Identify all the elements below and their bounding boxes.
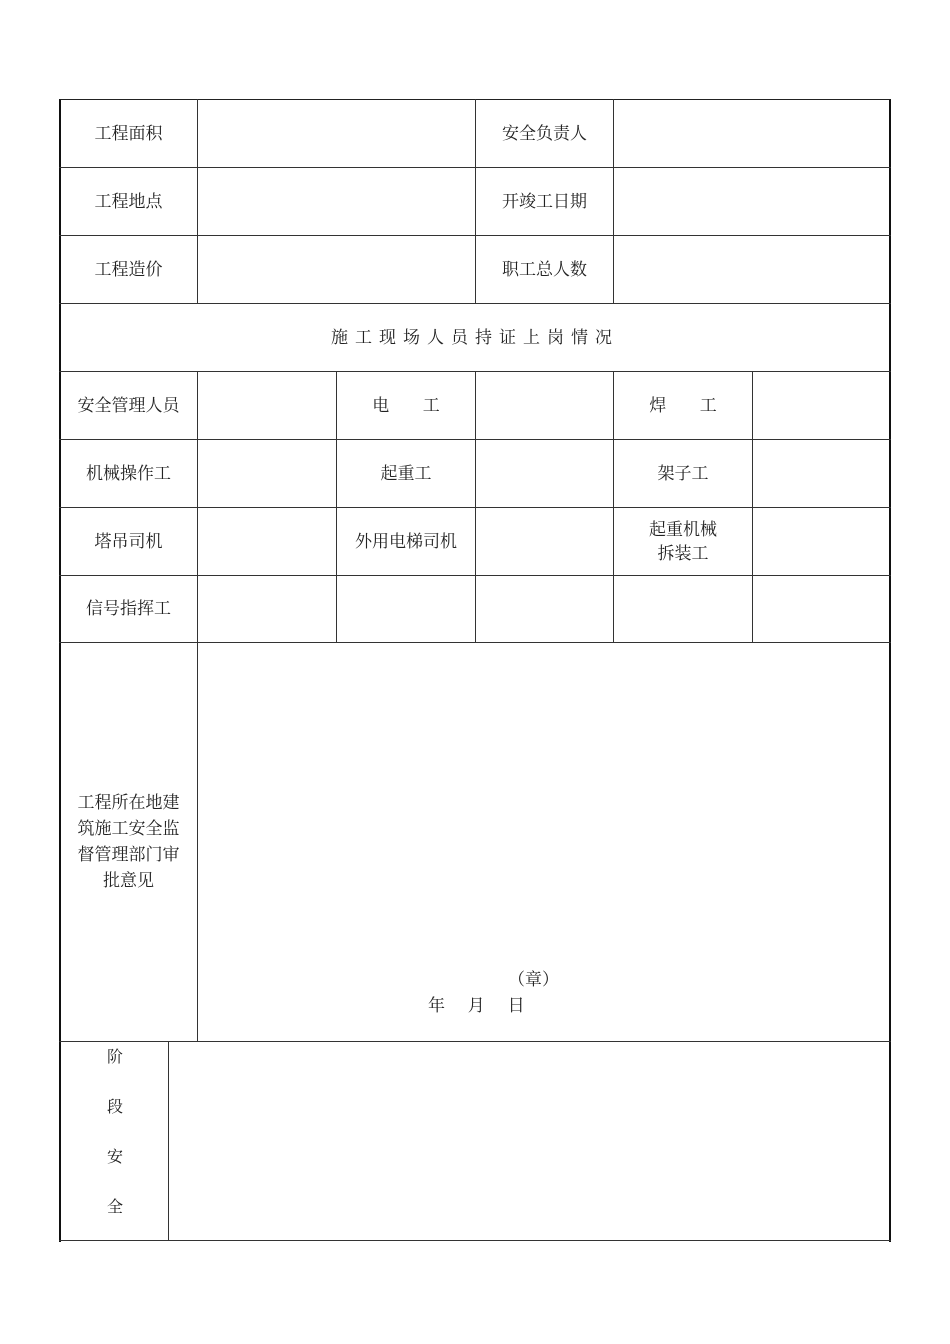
empty-cell[interactable] bbox=[614, 576, 752, 642]
label-line: 筑施工安全监 bbox=[77, 819, 180, 839]
label-line: 起重机械 bbox=[649, 519, 717, 540]
label-safety-managers: 安全管理人员 bbox=[77, 395, 180, 416]
label-lifting-machinery-installer bbox=[614, 508, 752, 575]
label-char: 阶 bbox=[106, 1047, 123, 1066]
label-line: 工程所在地建 bbox=[77, 793, 180, 813]
label-electrician: 电 工 bbox=[372, 395, 454, 416]
safety-managers-field[interactable] bbox=[198, 372, 336, 439]
empty-cell[interactable] bbox=[476, 576, 613, 642]
label-stage-safety bbox=[60, 1042, 168, 1240]
table-bottom-border bbox=[59, 1240, 891, 1241]
scaffolder-field[interactable] bbox=[753, 440, 890, 507]
label-signal-commander: 信号指挥工 bbox=[86, 599, 171, 619]
project-area-field[interactable] bbox=[198, 100, 475, 167]
label-project-location: 工程地点 bbox=[94, 191, 163, 212]
label-safety-officer: 安全负责人 bbox=[502, 123, 587, 144]
project-location-field[interactable] bbox=[198, 168, 475, 235]
label-line: 督管理部门审 bbox=[77, 845, 180, 865]
hoist-driver-field[interactable] bbox=[476, 508, 613, 575]
tower-crane-driver-field[interactable] bbox=[198, 508, 336, 575]
empty-cell[interactable] bbox=[337, 576, 475, 642]
lifting-machinery-installer-field[interactable] bbox=[753, 508, 890, 575]
signal-commander-field[interactable] bbox=[198, 576, 336, 642]
rigger-field[interactable] bbox=[476, 440, 613, 507]
label-line: 批意见 bbox=[103, 871, 154, 891]
electrician-field[interactable] bbox=[476, 372, 613, 439]
safety-officer-field[interactable] bbox=[614, 100, 890, 167]
label-tower-crane-driver: 塔吊司机 bbox=[94, 531, 163, 552]
label-char: 安 bbox=[106, 1147, 123, 1166]
label-approval-opinion bbox=[60, 643, 197, 1041]
start-end-date-field[interactable] bbox=[614, 168, 890, 235]
seal-placeholder: （章） bbox=[508, 970, 559, 990]
project-cost-field[interactable] bbox=[198, 236, 475, 303]
stage-safety-field[interactable] bbox=[169, 1042, 890, 1240]
label-start-end-date: 开竣工日期 bbox=[502, 191, 587, 212]
label-scaffolder: 架子工 bbox=[657, 463, 709, 484]
label-hoist-driver: 外用电梯司机 bbox=[355, 531, 457, 552]
date-line: 年 月 日 bbox=[428, 996, 529, 1016]
label-machine-operator: 机械操作工 bbox=[86, 463, 171, 484]
label-project-area: 工程面积 bbox=[94, 123, 163, 144]
label-char: 全 bbox=[106, 1197, 123, 1216]
section-title-certified-staff: 施工现场人员持证上岗情况 bbox=[331, 327, 619, 348]
label-line: 拆装工 bbox=[657, 543, 709, 564]
approval-opinion-field[interactable] bbox=[198, 643, 890, 1041]
machine-operator-field[interactable] bbox=[198, 440, 336, 507]
total-staff-field[interactable] bbox=[614, 236, 890, 303]
label-char: 段 bbox=[106, 1097, 123, 1116]
label-rigger: 起重工 bbox=[380, 463, 432, 484]
welder-field[interactable] bbox=[753, 372, 890, 439]
empty-cell[interactable] bbox=[753, 576, 890, 642]
label-project-cost: 工程造价 bbox=[94, 259, 163, 280]
label-welder: 焊 工 bbox=[649, 395, 731, 416]
label-total-staff: 职工总人数 bbox=[502, 259, 587, 280]
